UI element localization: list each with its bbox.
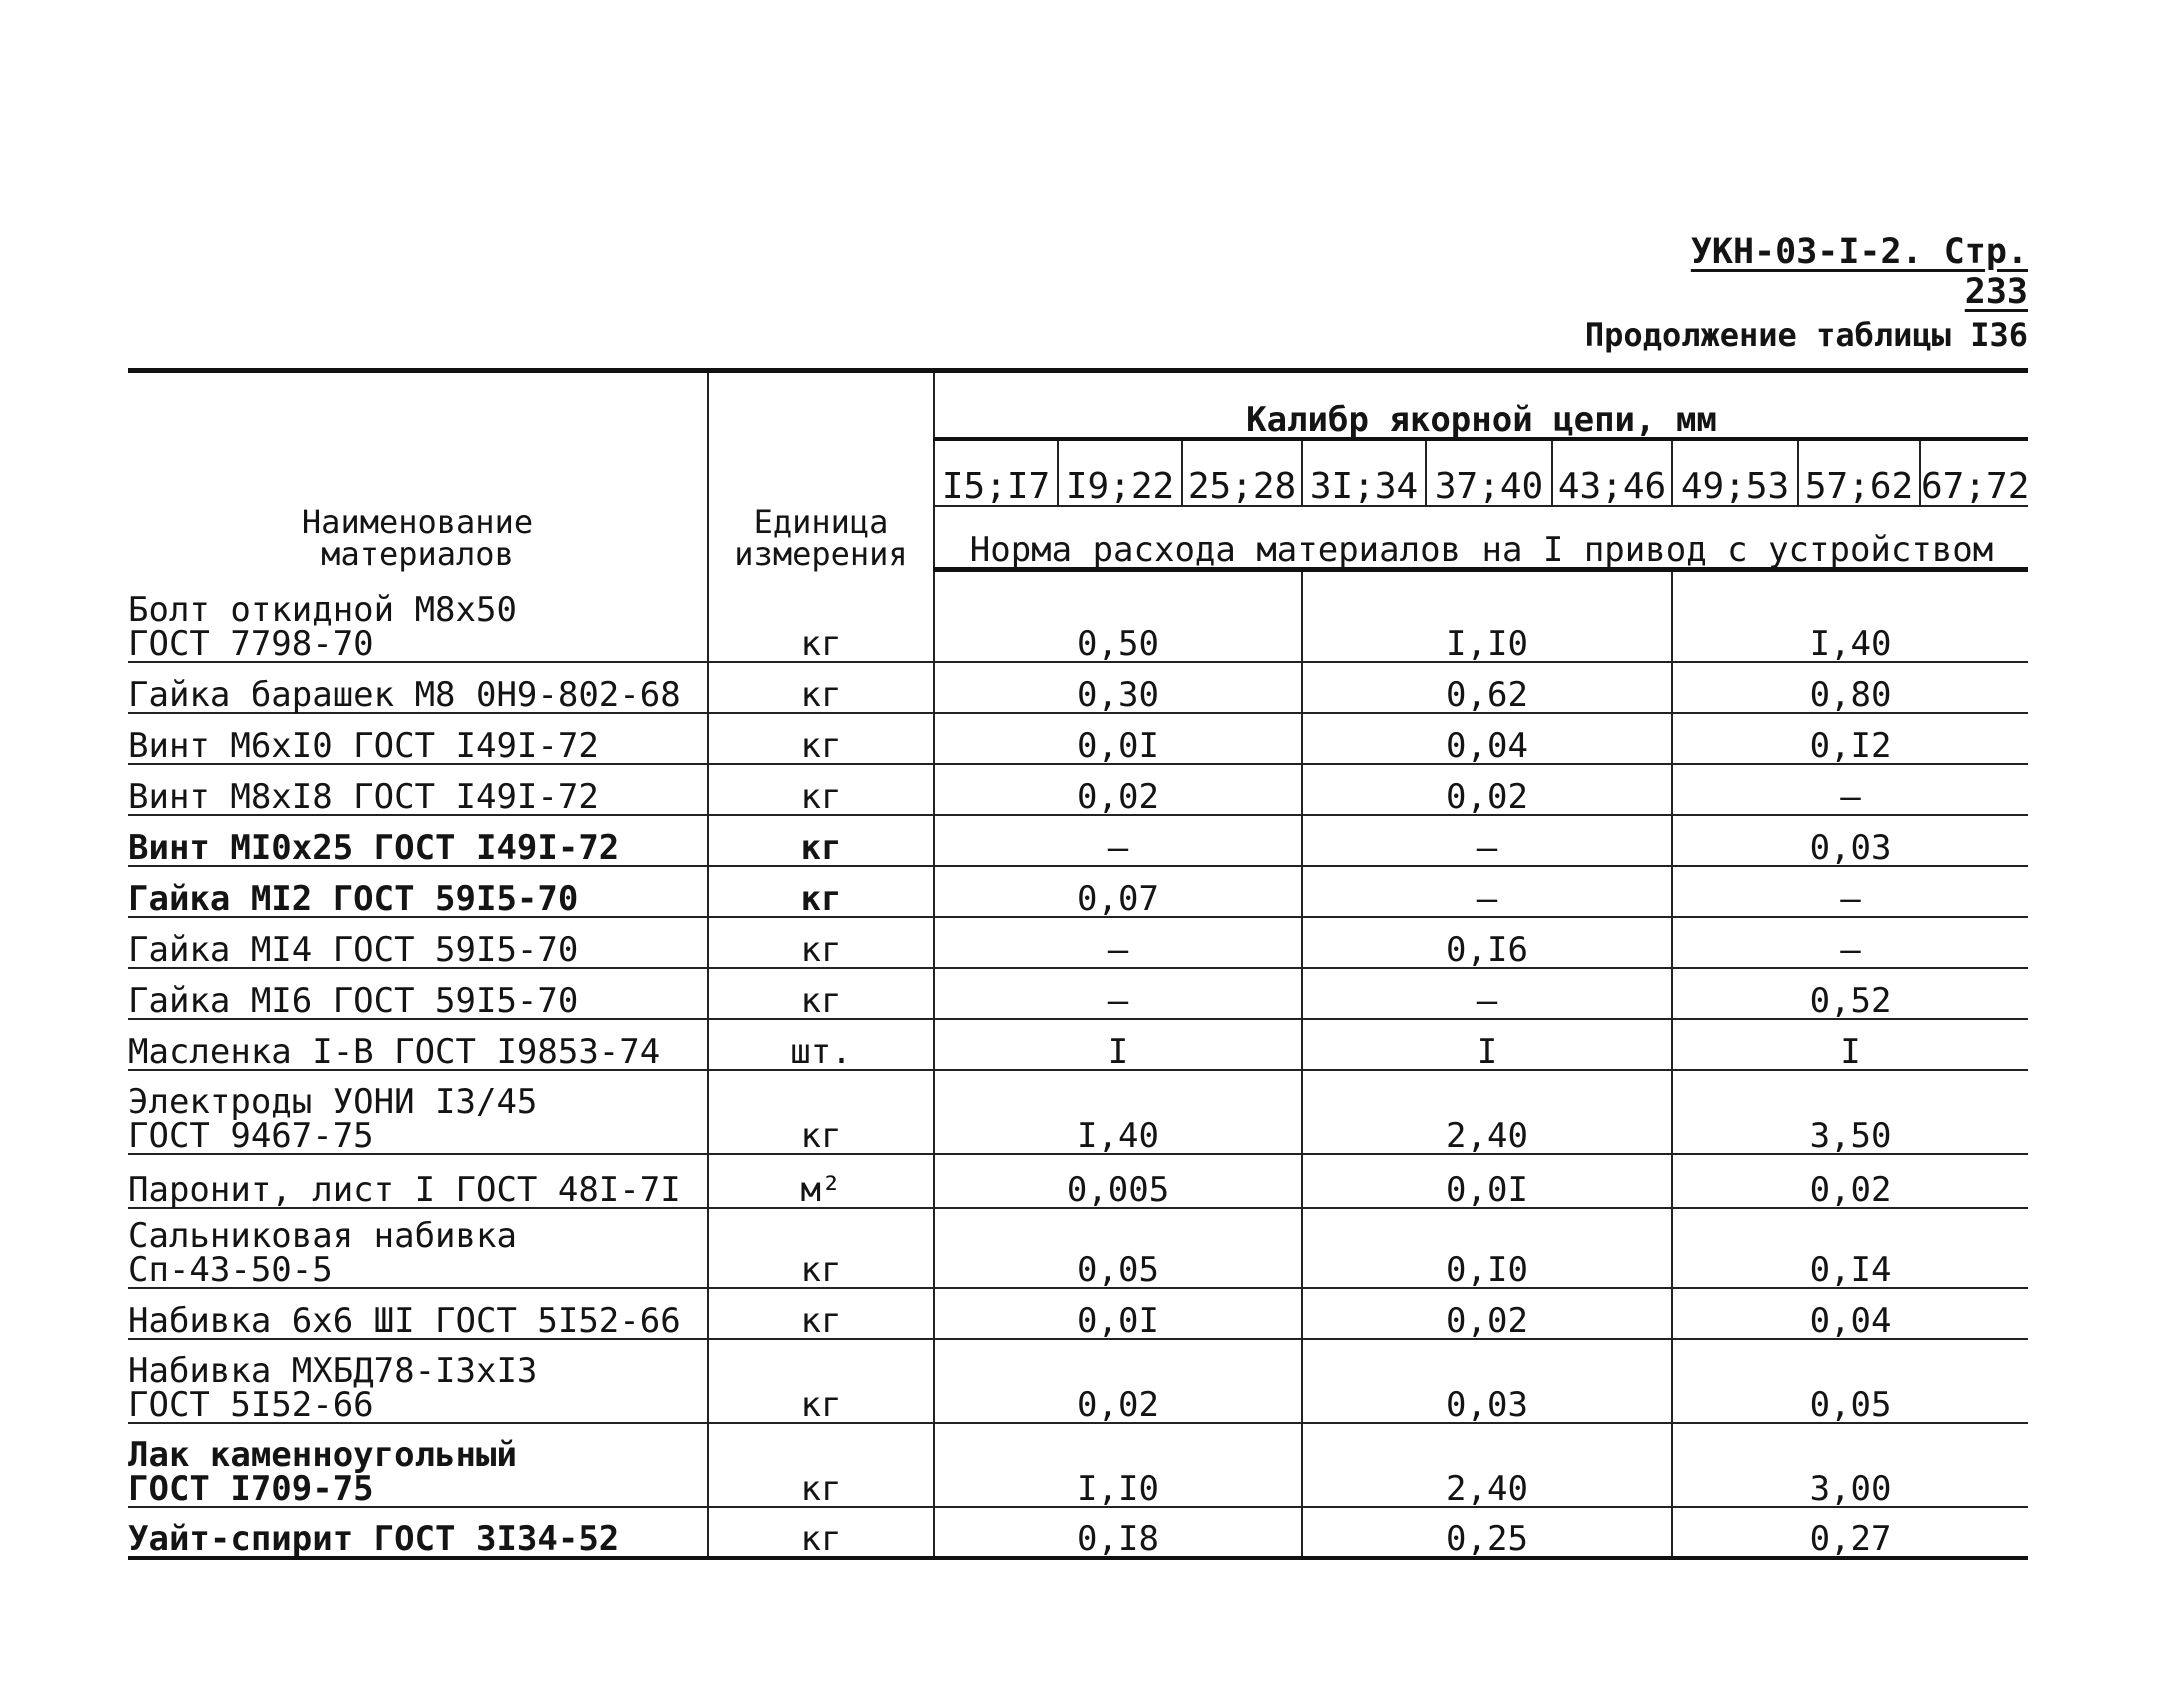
norm-value-3: I: [1672, 1019, 2028, 1070]
norm-value-1: 0,0I: [934, 713, 1302, 764]
table-row: [128, 1423, 2028, 1507]
norm-value-1: 0,05: [934, 1208, 1302, 1288]
header-caliber: Калибр якорной цепи, мм: [934, 371, 2028, 440]
norm-value-2: 0,25: [1302, 1507, 1672, 1558]
header-unit: Единица измерения: [708, 371, 934, 570]
norm-value-2: 0,62: [1302, 662, 1672, 713]
material-name: Набивка 6х6 ШI ГОСТ 5I52-66: [128, 1288, 708, 1339]
material-name: Винт М6хI0 ГОСТ I49I-72: [128, 713, 708, 764]
table-continuation-label: Продолжение таблицы I36: [1584, 316, 2028, 354]
range-6: 43;46: [1552, 439, 1672, 506]
norm-value-1: 0,02: [934, 764, 1302, 815]
table-header: [128, 371, 2030, 573]
norm-value-3: 0,27: [1672, 1507, 2028, 1558]
norm-value-2: 2,40: [1302, 1423, 1672, 1507]
unit: кг: [708, 1070, 934, 1154]
unit: шт.: [708, 1019, 934, 1070]
norm-value-2: 2,40: [1302, 1070, 1672, 1154]
norm-value-1: 0,50: [934, 570, 1302, 662]
table-row: [128, 570, 2028, 662]
unit: кг: [708, 713, 934, 764]
table-row: [128, 968, 2028, 1019]
unit: кг: [708, 764, 934, 815]
material-name: Электроды УОНИ I3/45 ГОСТ 9467-75: [128, 1070, 708, 1154]
table-row: [128, 1070, 2028, 1154]
material-name: Масленка I-В ГОСТ I9853-74: [128, 1019, 708, 1070]
material-name: Болт откидной М8х50 ГОСТ 7798-70: [128, 570, 708, 662]
norm-value-3: 0,52: [1672, 968, 2028, 1019]
table-row: [128, 764, 2028, 815]
table-row: [128, 815, 2028, 866]
table-row: [128, 866, 2028, 917]
norm-value-2: 0,02: [1302, 1288, 1672, 1339]
unit: кг: [708, 815, 934, 866]
material-name: Сальниковая набивка Сп-43-50-5: [128, 1208, 708, 1288]
table-row: [128, 917, 2028, 968]
document-code: УКН-03-I-2. Стр. 233: [1690, 232, 2028, 312]
unit: кг: [708, 570, 934, 662]
unit: кг: [708, 968, 934, 1019]
unit: кг: [708, 1507, 934, 1558]
norm-value-3: 0,I2: [1672, 713, 2028, 764]
norm-value-3: 0,04: [1672, 1288, 2028, 1339]
table-row: [128, 1154, 2028, 1208]
norm-value-2: 0,I6: [1302, 917, 1672, 968]
table-body: [128, 570, 2028, 1558]
norm-value-3: 3,00: [1672, 1423, 2028, 1507]
material-name: Набивка МХБД78-I3хI3 ГОСТ 5I52-66: [128, 1339, 708, 1423]
norm-value-3: –: [1672, 917, 2028, 968]
range-7: 49;53: [1672, 439, 1798, 506]
unit: кг: [708, 1288, 934, 1339]
table-row: [128, 1339, 2028, 1423]
header-norm: Норма расхода материалов на I привод с устройством: [934, 506, 2028, 570]
norm-value-1: –: [934, 815, 1302, 866]
norm-value-3: –: [1672, 866, 2028, 917]
range-3: 25;28: [1182, 439, 1302, 506]
norm-value-1: 0,005: [934, 1154, 1302, 1208]
norm-value-2: 0,0I: [1302, 1154, 1672, 1208]
norm-value-2: –: [1302, 968, 1672, 1019]
material-name: Лак каменноугольный ГОСТ I709-75: [128, 1423, 708, 1507]
norm-value-3: 0,05: [1672, 1339, 2028, 1423]
norm-value-3: 0,I4: [1672, 1208, 2028, 1288]
unit: кг: [708, 866, 934, 917]
norm-value-3: –: [1672, 764, 2028, 815]
material-name: Паронит, лист I ГОСТ 48I-7I: [128, 1154, 708, 1208]
norm-value-1: 0,I8: [934, 1507, 1302, 1558]
range-1: I5;I7: [934, 439, 1058, 506]
table-row: [128, 1507, 2028, 1558]
range-2: I9;22: [1058, 439, 1182, 506]
material-name: Винт МI0х25 ГОСТ I49I-72: [128, 815, 708, 866]
range-4: 3I;34: [1302, 439, 1426, 506]
materials-table: [128, 368, 2028, 1560]
unit: м²: [708, 1154, 934, 1208]
norm-value-1: 0,0I: [934, 1288, 1302, 1339]
material-name: Гайка МI4 ГОСТ 59I5-70: [128, 917, 708, 968]
norm-value-2: I,I0: [1302, 570, 1672, 662]
norm-value-1: I: [934, 1019, 1302, 1070]
material-name: Гайка барашек М8 0Н9-802-68: [128, 662, 708, 713]
material-name: Уайт-спирит ГОСТ 3I34-52: [128, 1507, 708, 1558]
norm-value-2: I: [1302, 1019, 1672, 1070]
header-material-name: Наименование материалов: [128, 371, 708, 570]
unit: кг: [708, 1339, 934, 1423]
unit: кг: [708, 1208, 934, 1288]
norm-value-3: 0,02: [1672, 1154, 2028, 1208]
table-row: [128, 662, 2028, 713]
range-5: 37;40: [1426, 439, 1552, 506]
material-name: Гайка МI2 ГОСТ 59I5-70: [128, 866, 708, 917]
material-name: Гайка МI6 ГОСТ 59I5-70: [128, 968, 708, 1019]
unit: кг: [708, 1423, 934, 1507]
range-8: 57;62: [1798, 439, 1920, 506]
norm-value-1: 0,07: [934, 866, 1302, 917]
norm-value-3: 3,50: [1672, 1070, 2028, 1154]
norm-value-1: 0,30: [934, 662, 1302, 713]
material-name: Винт М8хI8 ГОСТ I49I-72: [128, 764, 708, 815]
norm-value-3: I,40: [1672, 570, 2028, 662]
table-row: [128, 1288, 2028, 1339]
norm-value-1: I,I0: [934, 1423, 1302, 1507]
norm-value-1: –: [934, 917, 1302, 968]
norm-value-3: 0,80: [1672, 662, 2028, 713]
norm-value-1: –: [934, 968, 1302, 1019]
unit: кг: [708, 917, 934, 968]
norm-value-2: 0,03: [1302, 1339, 1672, 1423]
range-9: 67;72: [1920, 439, 2028, 506]
norm-value-2: 0,I0: [1302, 1208, 1672, 1288]
norm-value-3: 0,03: [1672, 815, 2028, 866]
table-row: [128, 1019, 2028, 1070]
unit: кг: [708, 662, 934, 713]
norm-value-2: 0,02: [1302, 764, 1672, 815]
table-row: [128, 1208, 2028, 1288]
table-row: [128, 713, 2028, 764]
norm-value-2: 0,04: [1302, 713, 1672, 764]
norm-value-2: –: [1302, 866, 1672, 917]
norm-value-2: –: [1302, 815, 1672, 866]
norm-value-1: 0,02: [934, 1339, 1302, 1423]
norm-value-1: I,40: [934, 1070, 1302, 1154]
